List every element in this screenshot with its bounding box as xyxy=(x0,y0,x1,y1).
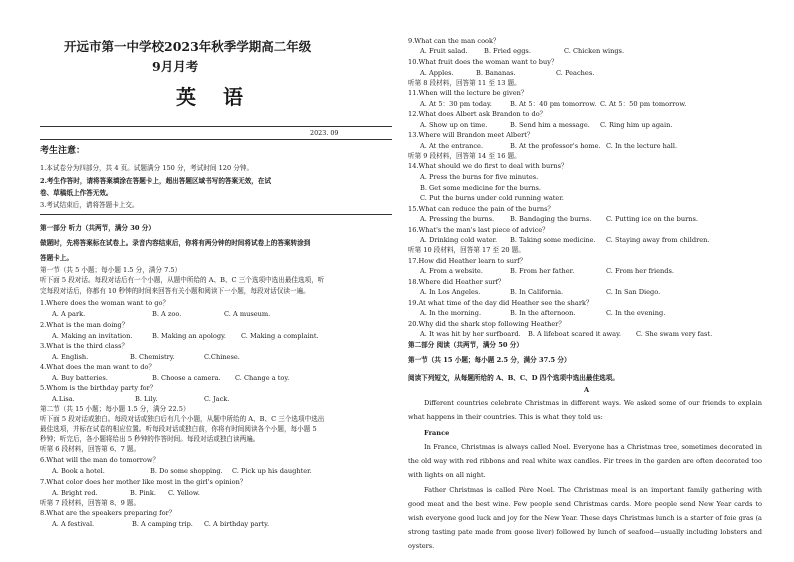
q5-option-b[interactable]: B. Lily. xyxy=(135,395,158,403)
q7-option-a[interactable]: A. Bright red. xyxy=(52,489,98,497)
section2-desc: 听下面 5 段对话或独白。每段对话或独白后有几个小题，从题中所给的 A、B、C 三个选项中选出 xyxy=(40,415,325,423)
part2-title: 第二部分 阅读（共两节，满分 50 分） xyxy=(408,341,523,349)
q16-option-b[interactable]: B. Taking some medicine. xyxy=(510,236,596,244)
section2-desc: 秒钟；听完后，各小题将给出 5 秒钟的作答时间。每段对话或独白读两遍。 xyxy=(40,435,260,443)
q4-option-c[interactable]: C. Change a toy. xyxy=(235,374,290,382)
notice-rule xyxy=(40,214,392,215)
q9-option-c[interactable]: C. Chicken wings. xyxy=(564,47,625,55)
passage-paragraph: In France, Christmas is always called Noel. Everyone has a Christmas tree, sometimes decorated in the old way with red ribbons and real white wax candles. Fir trees in the garden are often decorated too with lights on all night. xyxy=(408,443,762,479)
q2-option-b[interactable]: B. Making an apology. xyxy=(152,332,227,340)
question-9: 9.What can the man cook？ xyxy=(408,37,500,45)
q6-option-c[interactable]: C. Pick up his daughter. xyxy=(232,467,312,475)
q4-option-b[interactable]: B. Choose a camera. xyxy=(152,374,221,382)
section1-title: 第一节（共 5 小题；每小题 1.5 分，满分 7.5） xyxy=(40,266,182,274)
question-12: 12.What does Albert ask Brandon to do？ xyxy=(408,110,547,118)
question-7: 7.What color does her mother like most in the girl's opinion？ xyxy=(40,478,247,486)
question-13: 13.Where will Brandon meet Albert？ xyxy=(408,131,534,139)
q15-option-a[interactable]: A. Pressing the burns. xyxy=(420,215,495,223)
question-1: 1.Where does the woman want to go？ xyxy=(40,299,170,307)
question-2: 2.What is the man doing？ xyxy=(40,321,129,329)
material-8-heading: 听第 8 段材料，回答第 11 至 13 题。 xyxy=(408,79,521,87)
passage-subheading: France xyxy=(424,429,450,437)
q20-option-a[interactable]: A. It was hit by her surfboard. xyxy=(420,330,521,338)
question-11: 11.When will the lecture be given？ xyxy=(408,89,528,97)
exam-title: 9月月考 xyxy=(152,59,199,74)
q6-option-b[interactable]: B. Do some shopping. xyxy=(150,467,223,475)
question-14: 14.What should we do first to deal with burns？ xyxy=(408,162,568,170)
q12-option-c[interactable]: C. Ring him up again. xyxy=(600,121,673,129)
header-rule-2 xyxy=(40,139,392,140)
q19-option-a[interactable]: A. In the morning. xyxy=(420,309,482,317)
q8-option-c[interactable]: C. A birthday party. xyxy=(204,520,270,528)
q13-option-c[interactable]: C. In the lecture hall. xyxy=(606,142,678,150)
header-rule xyxy=(40,126,392,127)
part2-section1-title: 第一节（共 15 小题；每小题 2.5 分，满分 37.5 分） xyxy=(408,356,571,364)
q18-option-b[interactable]: B. In California. xyxy=(510,288,564,296)
part1-title: 第一部分 听力（共两节，满分 30 分） xyxy=(40,224,155,232)
q13-option-a[interactable]: A. At the entrance. xyxy=(420,142,484,150)
question-15: 15.What can reduce the pain of the burns？ xyxy=(408,205,555,213)
question-4: 4.What does the man want to do？ xyxy=(40,363,156,371)
q11-option-b[interactable]: B. At 5：40 pm tomorrow. xyxy=(510,100,597,108)
q7-option-b[interactable]: B. Pink. xyxy=(130,489,156,497)
q14-option-b[interactable]: B. Get some medicine for the burns. xyxy=(420,184,541,192)
passage-paragraph: Different countries celebrate Christmas in different ways. We asked some of our friends to explain what happens in their countries. This is what they told us: xyxy=(408,399,762,421)
q2-option-c[interactable]: C. Making a complaint. xyxy=(241,332,319,340)
q3-option-a[interactable]: A. English. xyxy=(52,353,89,361)
q9-option-a[interactable]: A. Fruit salad. xyxy=(420,47,468,55)
q1-option-b[interactable]: B. A zoo. xyxy=(152,310,182,318)
q3-option-b[interactable]: B. Chemistry. xyxy=(130,353,175,361)
q17-option-a[interactable]: A. From a website. xyxy=(420,267,483,275)
q13-option-b[interactable]: B. At the professor's home. xyxy=(510,142,601,150)
material-7-heading: 听第 7 段材料，回答第 8、9 题。 xyxy=(40,499,141,507)
q10-option-a[interactable]: A. Apples. xyxy=(420,69,454,77)
q3-option-c[interactable]: C.Chinese. xyxy=(204,353,240,361)
part2-instructions: 阅读下列短文，从每题所给的 A、B、C、D 四个选项中选出最佳选项。 xyxy=(408,374,619,382)
q6-option-a[interactable]: A. Book a hotel. xyxy=(52,467,105,475)
question-20: 20.Why did the shark stop following Heather？ xyxy=(408,320,566,328)
subject-title: 英 语 xyxy=(176,85,253,109)
question-3: 3.What is the third class？ xyxy=(40,342,129,350)
q2-option-a[interactable]: A. Making an invitation. xyxy=(52,332,133,340)
question-8: 8.What are the speakers preparing for？ xyxy=(40,509,176,517)
q19-option-c[interactable]: C. In the evening. xyxy=(606,309,666,317)
notice-item: 3.考试结束后，请将答题卡上交。 xyxy=(40,201,139,209)
q19-option-b[interactable]: B. In the afternoon. xyxy=(510,309,576,317)
q9-option-b[interactable]: B. Fried eggs. xyxy=(484,47,531,55)
q16-option-a[interactable]: A. Drinking cold water. xyxy=(420,236,498,244)
q12-option-a[interactable]: A. Show up on time. xyxy=(420,121,488,129)
q17-option-b[interactable]: B. From her father. xyxy=(510,267,575,275)
material-10-heading: 听第 10 段材料，回答第 17 至 20 题。 xyxy=(408,246,525,254)
question-6: 6.What will the man do tomorrow？ xyxy=(40,456,160,464)
question-10: 10.What fruit does the woman want to buy？ xyxy=(408,58,558,66)
notice-item: 2.考生作答时，请将答案填涂在答题卡上，超出答题区域书写的答案无效，在试 xyxy=(40,177,272,185)
question-17: 17.How did Heather learn to surf？ xyxy=(408,257,527,265)
part1-note: 做题时，先将答案标在试卷上。录音内容结束后，你将有两分钟的时间将试卷上的答案转涂到 xyxy=(40,239,311,247)
question-18: 18.Where did Heather surf？ xyxy=(408,278,505,286)
q12-option-b[interactable]: B. Send him a message. xyxy=(510,121,590,129)
notice-heading: 考生注意： xyxy=(40,146,86,156)
q20-option-c[interactable]: C. She swam very fast. xyxy=(636,330,713,338)
q4-option-a[interactable]: A. Buy batteries. xyxy=(52,374,108,382)
q5-option-c[interactable]: C. Jack. xyxy=(204,395,230,403)
section1-desc: 完每段对话后，你都有 10 秒钟的时间来回答有关小题和阅读下一小题，每段对话仅读一遍。 xyxy=(40,287,310,295)
q15-option-b[interactable]: B. Bandaging the burns. xyxy=(510,215,592,223)
q14-option-c[interactable]: C. Put the burns under cold running water. xyxy=(420,194,564,202)
q20-option-b[interactable]: B. A lifeboat scared it away. xyxy=(528,330,622,338)
question-5: 5.Whom is the birthday party for？ xyxy=(40,384,157,392)
question-19: 19.At what time of the day did Heather see the shark？ xyxy=(408,299,593,307)
q15-option-c[interactable]: C. Putting ice on the burns. xyxy=(606,215,699,223)
material-6-heading: 听第 6 段材料，回答第 6、7 题。 xyxy=(40,445,141,453)
exam-date: 2023. 09 xyxy=(310,129,339,137)
notice-item: 1.本试卷分为四部分，共 4 页。试题满分 150 分，考试时间 120 分钟。 xyxy=(40,164,254,172)
school-title: 开远市第一中学校2023年秋季学期高二年级 xyxy=(64,39,312,54)
q1-option-a[interactable]: A. A park. xyxy=(52,310,86,318)
question-16: 16.What's the man's last piece of advice？ xyxy=(408,226,549,234)
q16-option-c[interactable]: C. Staying away from children. xyxy=(606,236,710,244)
part1-note: 答题卡上。 xyxy=(40,254,73,262)
q11-option-c[interactable]: C. At 5：50 pm tomorrow. xyxy=(600,100,687,108)
material-9-heading: 听第 9 段材料，回答第 14 至 16 题。 xyxy=(408,152,521,160)
q8-option-a[interactable]: A. A festival. xyxy=(52,520,95,528)
q10-option-c[interactable]: C. Peaches. xyxy=(556,69,595,77)
q10-option-b[interactable]: B. Bananas. xyxy=(476,69,516,77)
q17-option-c[interactable]: C. From her friends. xyxy=(606,267,674,275)
section2-title: 第二节（共 15 小题；每小题 1.5 分，满分 22.5） xyxy=(40,405,190,413)
q18-option-a[interactable]: A. In Los Angeles. xyxy=(420,288,481,296)
q5-option-a[interactable]: A.Lisa. xyxy=(52,395,75,403)
q7-option-c[interactable]: C. Yellow. xyxy=(168,489,200,497)
passage-label: A xyxy=(584,386,590,394)
q8-option-b[interactable]: B. A camping trip. xyxy=(132,520,193,528)
section1-desc: 听下面 5 段对话。每段对话后有一个小题，从题中所给的 A、B、C 三个选项中选出最佳选项，听 xyxy=(40,276,325,284)
q11-option-a[interactable]: A. At 5：30 pm today. xyxy=(420,100,492,108)
q18-option-c[interactable]: C. In San Diego. xyxy=(606,288,661,296)
notice-item: 卷、草稿纸上作答无效。 xyxy=(40,189,113,197)
section2-desc: 最佳选项，并标在试卷的相应位置。听每段对话或独白前，你将有时间阅读各个小题，每小题 5 xyxy=(40,425,317,433)
q1-option-c[interactable]: C. A museum. xyxy=(224,310,271,318)
q14-option-a[interactable]: A. Press the burns for five minutes. xyxy=(420,173,539,181)
passage-paragraph: Father Christmas is called Père Noel. The Christmas meal is an important family gathering with good meat and the best wine. Few people send Christmas cards. More people send New Year cards to wish everyone good luck and joy for the New Year. These days Christmas lunch is a starter of foie gras (a strong tasting pate made from goose liver) followed by lunch of seafood—usually including lobsters and oysters. xyxy=(408,486,762,550)
